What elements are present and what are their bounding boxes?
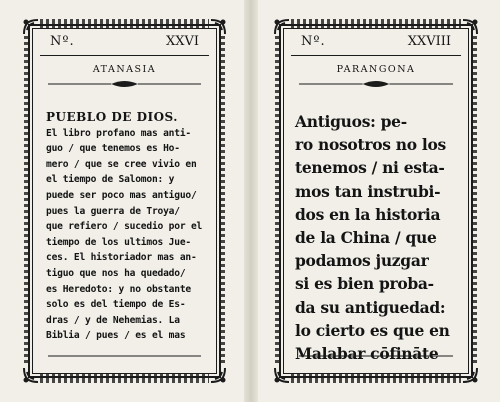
corner-ornament-icon (461, 18, 479, 36)
corner-ornament-icon (209, 366, 227, 384)
number-value: XXVI (165, 34, 199, 49)
text-line: pues la guerra de Troya/ (46, 205, 180, 217)
text-line: el tiempo de Salomon: y (46, 174, 175, 186)
number-value: XXVIII (407, 34, 451, 49)
specimen-name: ATANASIA (92, 64, 157, 75)
divider-ornament (48, 352, 201, 360)
specimen-left (22, 18, 227, 384)
text-line: lo cierto es que en (295, 320, 450, 340)
specimen-right (273, 18, 479, 384)
specimen-text (295, 110, 463, 365)
text-line: Antiguos: pe- (295, 112, 407, 131)
specimen-name: PARANGONA (336, 64, 416, 75)
corner-ornament-icon (273, 18, 291, 36)
specimen-text (46, 110, 209, 344)
text-line: El libro profano mas anti- (46, 127, 191, 139)
specimen-header (291, 34, 461, 56)
text-line: ces. El historiador mas an- (46, 252, 197, 264)
book-gutter (244, 0, 258, 402)
specimen-header (40, 34, 209, 56)
text-line: Biblia / pues / es el mas (46, 330, 186, 342)
text-line: solo es del tiempo de Es- (46, 299, 186, 311)
text-line: si es bien proba- (295, 274, 434, 294)
text-line: tiguo que nos ha quedado/ (46, 267, 186, 279)
corner-ornament-icon (461, 366, 479, 384)
divider-ornament (299, 80, 453, 88)
text-line: guo / que tenemos es Ho- (46, 143, 180, 155)
corner-ornament-icon (22, 366, 40, 384)
text-line: tiempo de los ultimos Jue- (46, 236, 191, 248)
ornament-border-right (221, 36, 225, 366)
text-line: de la China / que (295, 228, 437, 248)
text-line: dras / y de Nehemias. La (46, 314, 180, 326)
number-label: Nº. (50, 34, 75, 49)
corner-ornament-icon (22, 18, 40, 36)
text-line: mero / que se cree vivio en (46, 158, 197, 170)
text-line: da su antiguedad: (295, 297, 446, 317)
text-line: podamos juzgar (295, 251, 429, 271)
text-line: es Heredoto: y no obstante (46, 283, 191, 295)
text-line: tenemos / ni esta- (295, 158, 445, 178)
corner-ornament-icon (273, 366, 291, 384)
text-line: puede ser poco mas antiguo/ (46, 189, 197, 201)
text-headline: PUEBLO DE DIOS. (46, 110, 178, 124)
text-line: dos en la historia (295, 204, 441, 224)
corner-ornament-icon (209, 18, 227, 36)
text-line: mos tan instrubi- (295, 181, 441, 201)
text-line: Malabar cōfināte (295, 344, 439, 364)
divider-ornament (299, 352, 453, 360)
text-line: ro nosotros no los (295, 135, 446, 155)
text-line: que refiero / sucedio por el (46, 221, 203, 233)
number-label: Nº. (301, 34, 326, 49)
ornament-border-right (473, 36, 477, 366)
divider-ornament (48, 80, 201, 88)
